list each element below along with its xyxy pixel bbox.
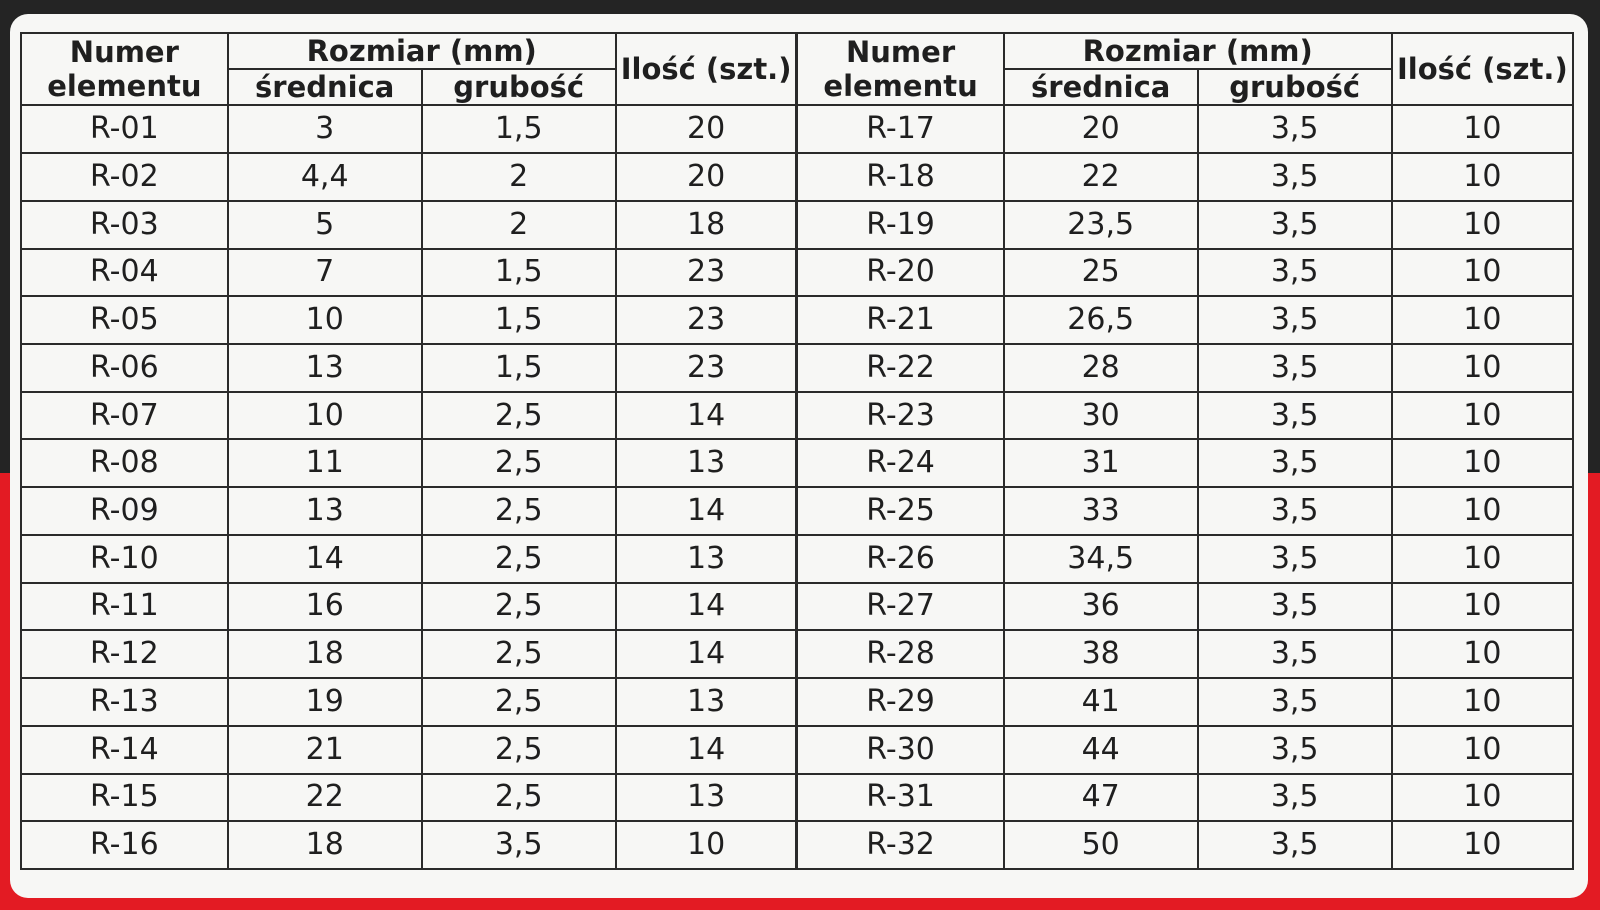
cell-quantity-left: 14 [616, 487, 797, 535]
cell-quantity-left: 18 [616, 201, 797, 249]
header-quantity-left: Ilość (szt.) [616, 33, 797, 105]
header-quantity-right: Ilość (szt.) [1392, 33, 1573, 105]
cell-diameter-right: 28 [1004, 344, 1198, 392]
cell-thickness-left: 2,5 [422, 630, 616, 678]
cell-thickness-right: 3,5 [1198, 201, 1392, 249]
cell-number-left: R-10 [21, 535, 228, 583]
cell-thickness-left: 2,5 [422, 487, 616, 535]
cell-thickness-left: 1,5 [422, 344, 616, 392]
header-size-right: Rozmiar (mm) [1004, 33, 1392, 69]
cell-diameter-right: 33 [1004, 487, 1198, 535]
cell-number-right: R-29 [797, 678, 1004, 726]
cell-number-left: R-08 [21, 439, 228, 487]
cell-number-right: R-24 [797, 439, 1004, 487]
cell-number-right: R-18 [797, 153, 1004, 201]
cell-number-left: R-03 [21, 201, 228, 249]
header-size-left: Rozmiar (mm) [228, 33, 616, 69]
cell-diameter-right: 20 [1004, 105, 1198, 153]
cell-quantity-right: 10 [1392, 774, 1573, 822]
table-row [21, 105, 1573, 153]
cell-thickness-right: 3,5 [1198, 439, 1392, 487]
table-row [21, 153, 1573, 201]
cell-thickness-right: 3,5 [1198, 678, 1392, 726]
cell-thickness-left: 1,5 [422, 105, 616, 153]
cell-diameter-left: 7 [228, 249, 422, 297]
cell-number-right: R-21 [797, 296, 1004, 344]
cell-diameter-right: 23,5 [1004, 201, 1198, 249]
header-number-right: Numer elementu [797, 33, 1004, 105]
table-row [21, 583, 1573, 631]
cell-quantity-right: 10 [1392, 821, 1573, 869]
cell-thickness-right: 3,5 [1198, 392, 1392, 440]
table-row [21, 296, 1573, 344]
cell-diameter-right: 31 [1004, 439, 1198, 487]
spec-card [10, 14, 1588, 898]
cell-diameter-left: 11 [228, 439, 422, 487]
table-row [21, 821, 1573, 869]
cell-diameter-right: 50 [1004, 821, 1198, 869]
cell-quantity-left: 13 [616, 774, 797, 822]
cell-thickness-right: 3,5 [1198, 583, 1392, 631]
cell-diameter-right: 22 [1004, 153, 1198, 201]
cell-thickness-right: 3,5 [1198, 344, 1392, 392]
cell-quantity-left: 20 [616, 153, 797, 201]
cell-thickness-right: 3,5 [1198, 153, 1392, 201]
cell-quantity-right: 10 [1392, 535, 1573, 583]
cell-number-right: R-19 [797, 201, 1004, 249]
cell-thickness-left: 1,5 [422, 296, 616, 344]
cell-number-left: R-15 [21, 774, 228, 822]
table-row [21, 249, 1573, 297]
cell-quantity-left: 14 [616, 726, 797, 774]
cell-diameter-left: 19 [228, 678, 422, 726]
cell-thickness-right: 3,5 [1198, 487, 1392, 535]
cell-thickness-right: 3,5 [1198, 249, 1392, 297]
cell-number-right: R-20 [797, 249, 1004, 297]
table-row [21, 678, 1573, 726]
table-row [21, 439, 1573, 487]
cell-number-left: R-07 [21, 392, 228, 440]
cell-diameter-right: 44 [1004, 726, 1198, 774]
cell-quantity-right: 10 [1392, 153, 1573, 201]
cell-thickness-left: 2 [422, 153, 616, 201]
cell-diameter-left: 10 [228, 296, 422, 344]
cell-thickness-left: 2,5 [422, 392, 616, 440]
cell-quantity-left: 13 [616, 535, 797, 583]
cell-diameter-left: 3 [228, 105, 422, 153]
cell-quantity-right: 10 [1392, 392, 1573, 440]
cell-quantity-left: 14 [616, 392, 797, 440]
header-row-top [21, 33, 1573, 69]
cell-quantity-right: 10 [1392, 439, 1573, 487]
table-row [21, 535, 1573, 583]
cell-thickness-right: 3,5 [1198, 535, 1392, 583]
header-number-left: Numer elementu [21, 33, 228, 105]
table-row [21, 726, 1573, 774]
table-row [21, 392, 1573, 440]
table-row [21, 487, 1573, 535]
cell-number-left: R-11 [21, 583, 228, 631]
cell-number-right: R-28 [797, 630, 1004, 678]
cell-thickness-left: 2,5 [422, 583, 616, 631]
cell-diameter-right: 26,5 [1004, 296, 1198, 344]
table-body [21, 105, 1573, 869]
cell-thickness-left: 2,5 [422, 535, 616, 583]
cell-diameter-left: 13 [228, 344, 422, 392]
cell-diameter-left: 21 [228, 726, 422, 774]
cell-quantity-right: 10 [1392, 630, 1573, 678]
cell-quantity-right: 10 [1392, 583, 1573, 631]
cell-number-right: R-23 [797, 392, 1004, 440]
cell-thickness-right: 3,5 [1198, 630, 1392, 678]
cell-diameter-left: 13 [228, 487, 422, 535]
table-row [21, 344, 1573, 392]
cell-number-right: R-22 [797, 344, 1004, 392]
cell-diameter-left: 22 [228, 774, 422, 822]
header-thickness-left: grubość [422, 69, 616, 105]
cell-quantity-right: 10 [1392, 678, 1573, 726]
cell-diameter-right: 30 [1004, 392, 1198, 440]
cell-thickness-left: 2 [422, 201, 616, 249]
cell-number-left: R-05 [21, 296, 228, 344]
header-diameter-left: średnica [228, 69, 422, 105]
cell-quantity-left: 14 [616, 630, 797, 678]
cell-thickness-right: 3,5 [1198, 105, 1392, 153]
cell-number-left: R-14 [21, 726, 228, 774]
table-row [21, 774, 1573, 822]
cell-diameter-left: 16 [228, 583, 422, 631]
cell-quantity-left: 23 [616, 296, 797, 344]
cell-quantity-left: 13 [616, 439, 797, 487]
cell-number-right: R-25 [797, 487, 1004, 535]
parts-table [20, 32, 1574, 870]
cell-diameter-left: 4,4 [228, 153, 422, 201]
cell-thickness-right: 3,5 [1198, 726, 1392, 774]
cell-thickness-left: 1,5 [422, 249, 616, 297]
cell-quantity-right: 10 [1392, 487, 1573, 535]
cell-quantity-left: 13 [616, 678, 797, 726]
cell-thickness-right: 3,5 [1198, 774, 1392, 822]
cell-quantity-right: 10 [1392, 105, 1573, 153]
header-thickness-right: grubość [1198, 69, 1392, 105]
cell-quantity-left: 14 [616, 583, 797, 631]
cell-number-right: R-27 [797, 583, 1004, 631]
cell-number-left: R-13 [21, 678, 228, 726]
cell-number-left: R-06 [21, 344, 228, 392]
header-diameter-right: średnica [1004, 69, 1198, 105]
cell-quantity-right: 10 [1392, 201, 1573, 249]
cell-diameter-right: 47 [1004, 774, 1198, 822]
cell-quantity-left: 23 [616, 344, 797, 392]
cell-diameter-right: 36 [1004, 583, 1198, 631]
cell-diameter-right: 38 [1004, 630, 1198, 678]
cell-thickness-right: 3,5 [1198, 821, 1392, 869]
cell-thickness-left: 2,5 [422, 726, 616, 774]
cell-quantity-right: 10 [1392, 249, 1573, 297]
cell-thickness-left: 2,5 [422, 439, 616, 487]
cell-number-right: R-30 [797, 726, 1004, 774]
cell-number-left: R-16 [21, 821, 228, 869]
cell-diameter-right: 34,5 [1004, 535, 1198, 583]
cell-diameter-left: 18 [228, 821, 422, 869]
cell-diameter-right: 25 [1004, 249, 1198, 297]
cell-diameter-left: 10 [228, 392, 422, 440]
cell-thickness-left: 3,5 [422, 821, 616, 869]
cell-number-right: R-26 [797, 535, 1004, 583]
cell-number-left: R-09 [21, 487, 228, 535]
cell-thickness-right: 3,5 [1198, 296, 1392, 344]
cell-thickness-left: 2,5 [422, 678, 616, 726]
cell-thickness-left: 2,5 [422, 774, 616, 822]
cell-diameter-left: 5 [228, 201, 422, 249]
cell-quantity-right: 10 [1392, 726, 1573, 774]
cell-diameter-left: 18 [228, 630, 422, 678]
cell-number-right: R-31 [797, 774, 1004, 822]
cell-quantity-left: 20 [616, 105, 797, 153]
cell-quantity-right: 10 [1392, 296, 1573, 344]
cell-number-left: R-12 [21, 630, 228, 678]
cell-number-right: R-32 [797, 821, 1004, 869]
cell-quantity-left: 10 [616, 821, 797, 869]
cell-diameter-left: 14 [228, 535, 422, 583]
cell-quantity-left: 23 [616, 249, 797, 297]
cell-diameter-right: 41 [1004, 678, 1198, 726]
cell-quantity-right: 10 [1392, 344, 1573, 392]
cell-number-right: R-17 [797, 105, 1004, 153]
cell-number-left: R-01 [21, 105, 228, 153]
table-row [21, 201, 1573, 249]
table-row [21, 630, 1573, 678]
cell-number-left: R-04 [21, 249, 228, 297]
cell-number-left: R-02 [21, 153, 228, 201]
